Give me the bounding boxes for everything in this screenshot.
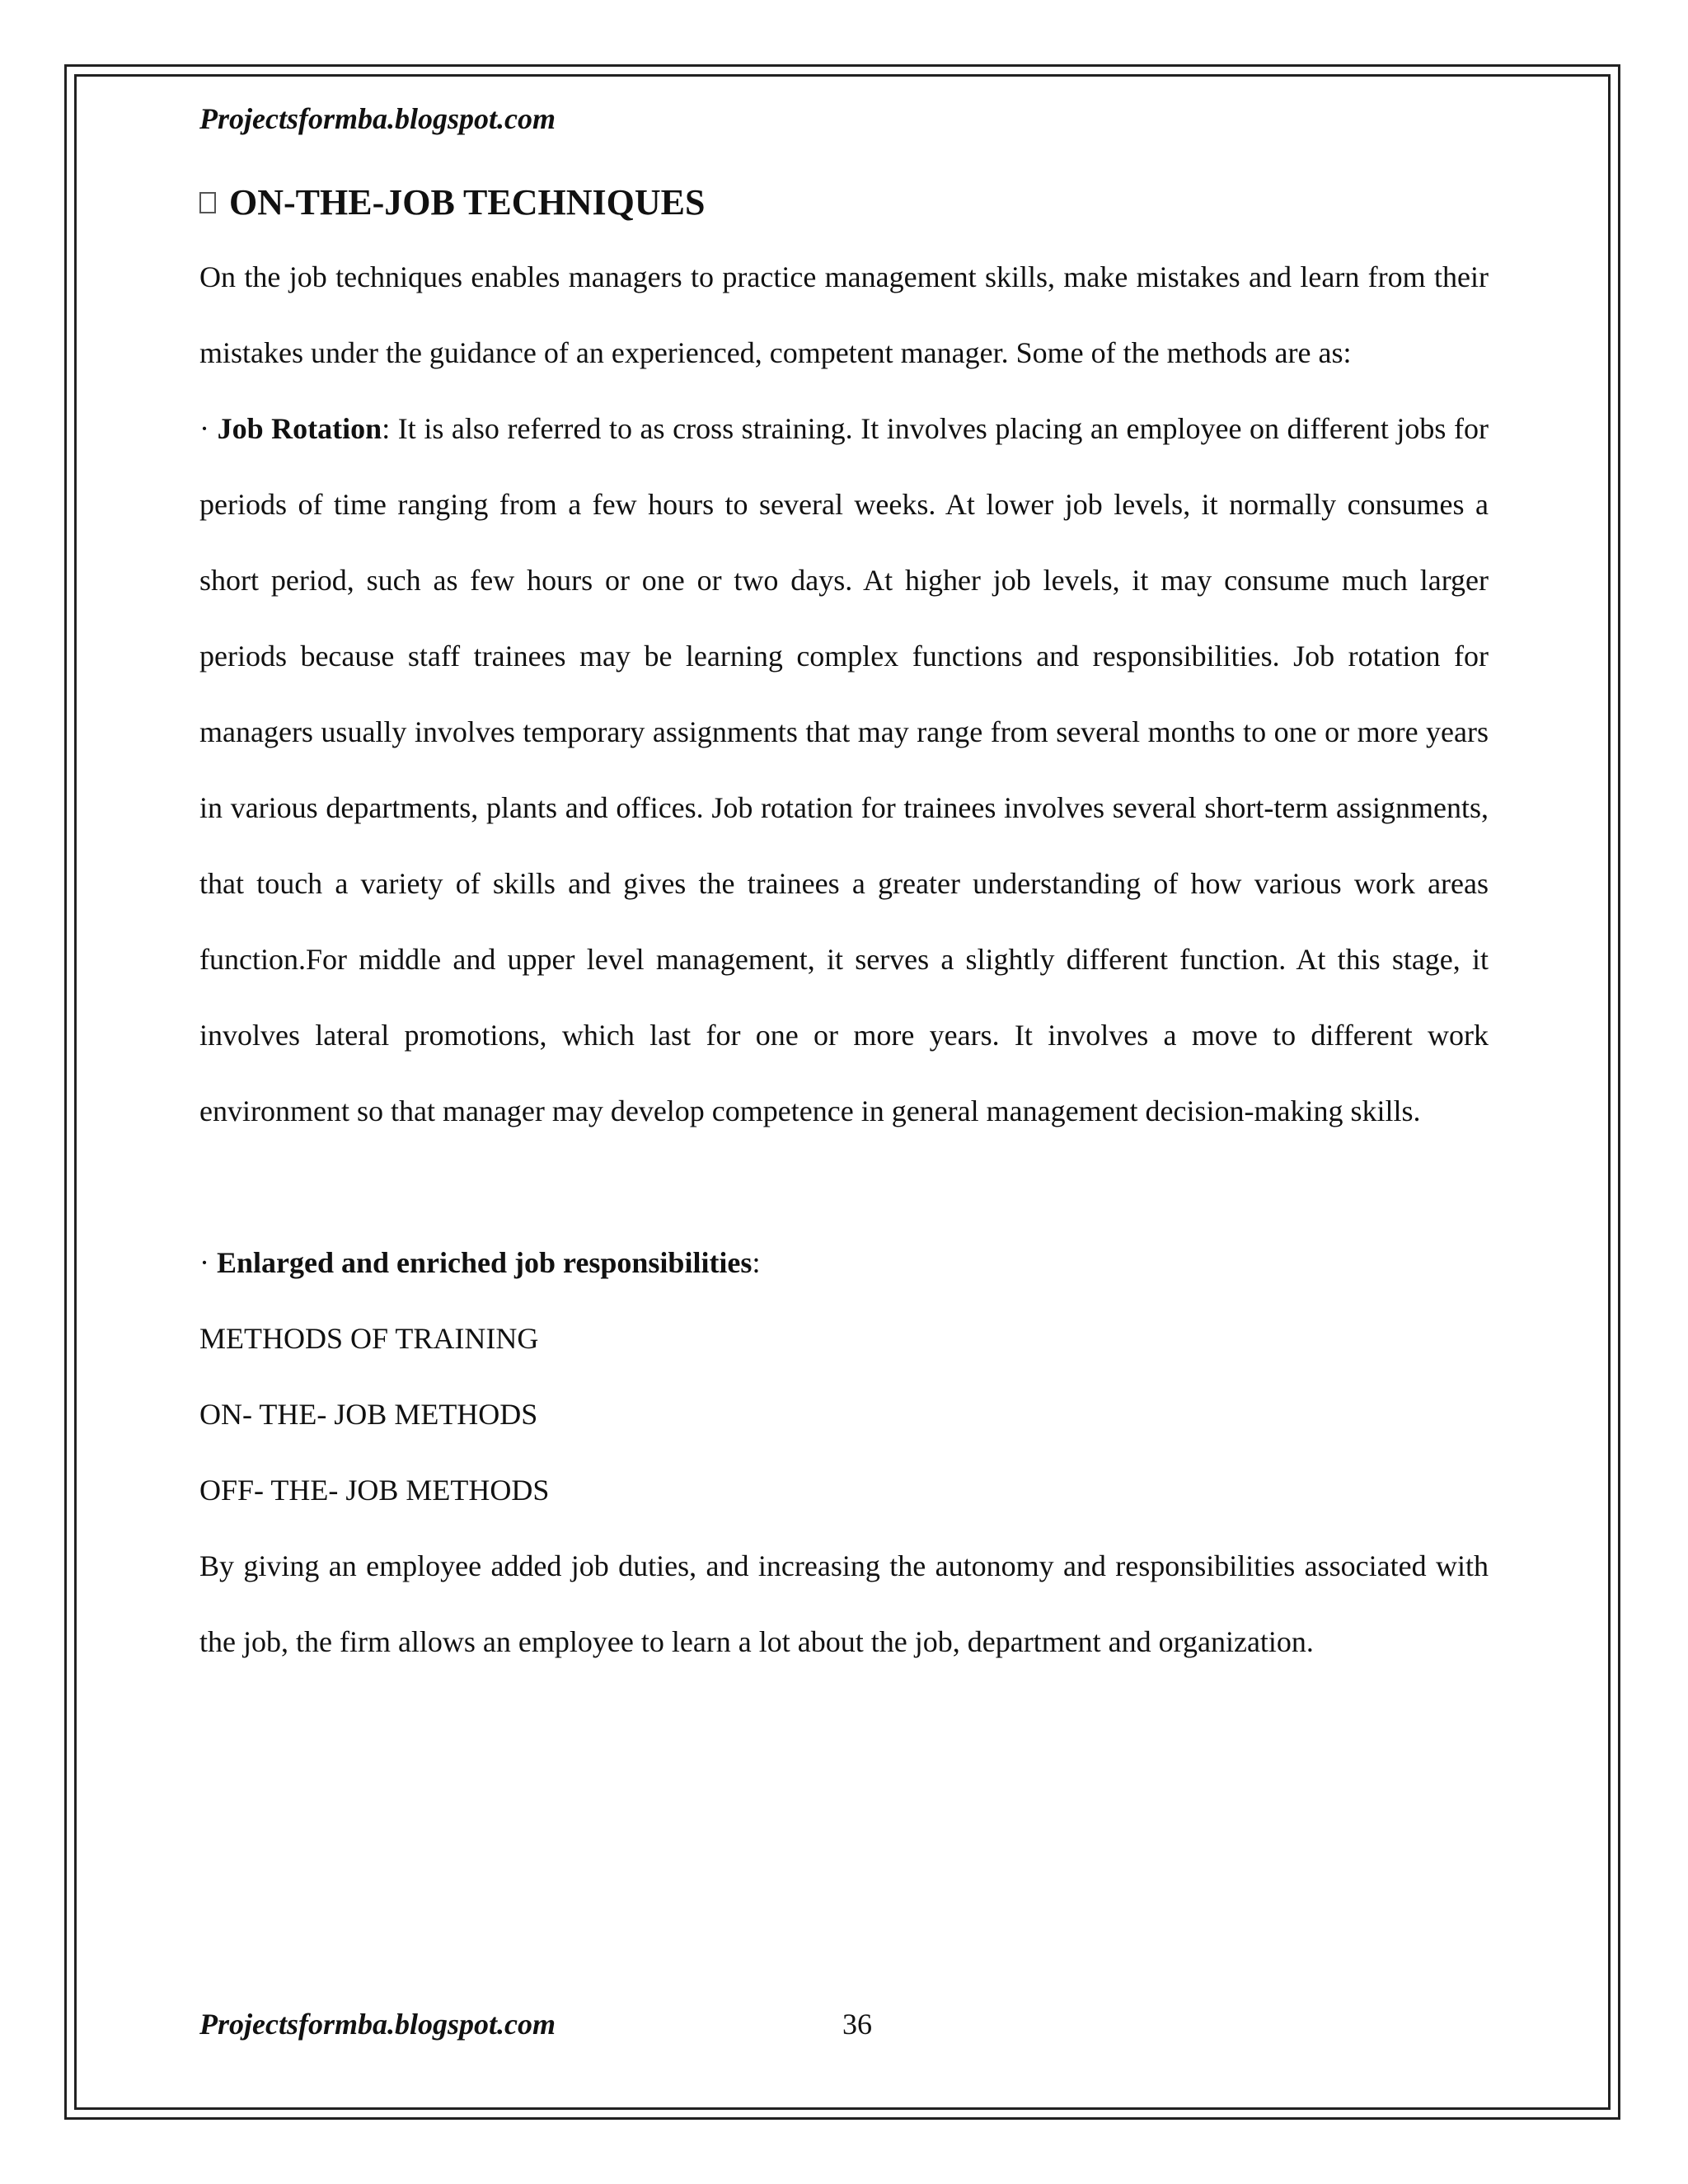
section-heading: [199, 178, 1489, 227]
job-rotation-term: Job Rotation: [217, 412, 382, 445]
bullet: ·: [199, 412, 218, 445]
intro-paragraph: On the job techniques enables managers to practice management skills, make mistakes and learn from their mistakes under the guidance of an experienced, competent manager. Some of the methods are as:: [199, 260, 1489, 369]
enlarged-term: Enlarged and enriched job responsibilities: [217, 1246, 753, 1279]
footer-site: Projectsformba.blogspot.com: [199, 2008, 556, 2041]
section-title: ON-THE-JOB TECHNIQUES: [229, 182, 706, 223]
methods-line: OFF- THE- JOB METHODS: [199, 1474, 550, 1507]
enlarged-heading: [199, 1225, 1489, 1301]
page-number: 36: [842, 2008, 872, 2041]
enlarged-paragraph: By giving an employee added job duties, and increasing the autonomy and responsibilities associated with the job, the firm allows an employee to learn a lot about the job, department and organization.: [199, 1549, 1489, 1658]
enlarged-colon: :: [752, 1246, 761, 1279]
bullet: ·: [199, 1246, 217, 1279]
methods-line: METHODS OF TRAINING: [199, 1322, 539, 1355]
page-footer: [199, 2003, 1489, 2046]
spacer: [199, 1149, 1489, 1225]
job-rotation-text: : It is also referred to as cross straining. It involves placing an employee on different jobs for periods of time ranging from a few hours to several weeks. At lower job levels, it normally consumes a short period, such as few hours or one or two days. At higher job levels, it may consume much larger periods because staff trainees may be learning complex functions and responsibilities. Job rotation for managers usually involves temporary assignments that may range from several months to one or more years in various departments, plants and offices. Job rotation for trainees involves several short-term assignments, that touch a variety of skills and gives the trainees a greater understanding of how various work areas function.For middle and upper level management, it serves a slightly different function. At this stage, it involves lateral promotions, which last for one or more years. It involves a move to different work environment so that manager may develop competence in general management decision-making skills.: [199, 412, 1489, 1127]
missing-glyph-icon: [199, 192, 216, 213]
page-content: [199, 97, 1489, 1680]
header-site: Projectsformba.blogspot.com: [199, 102, 556, 135]
methods-line: ON- THE- JOB METHODS: [199, 1398, 538, 1431]
job-rotation-paragraph: [199, 391, 1489, 1149]
